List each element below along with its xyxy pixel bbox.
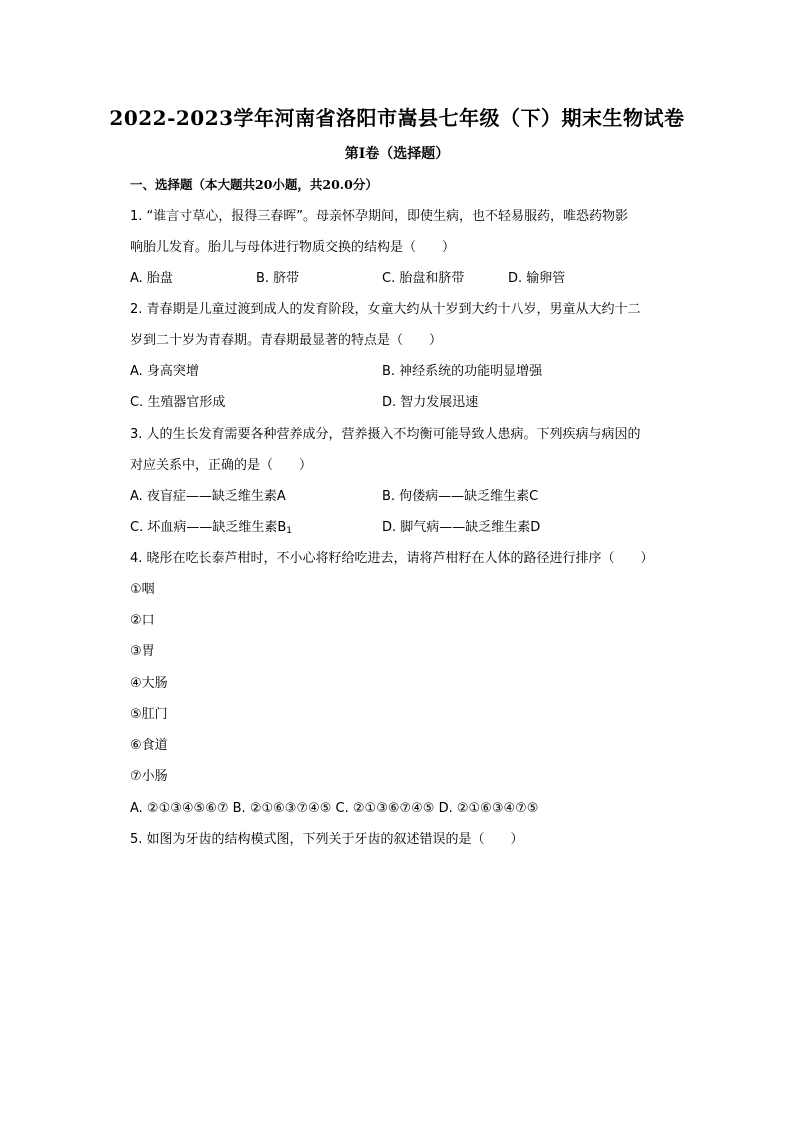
q3-option-a: A. 夜盲症——缺乏维生素A (130, 489, 286, 504)
q2-option-b: B. 神经系统的功能明显增强 (382, 364, 543, 379)
q4-item: ①咽 (130, 582, 155, 597)
q4-item: ⑤肛门 (130, 707, 168, 722)
q4-item: ⑥食道 (130, 738, 168, 753)
q3-stem-line2: 对应关系中，正确的是（ ） (130, 458, 313, 473)
q5-stem-line1: 5. 如图为牙齿的结构模式图，下列关于牙齿的叙述错误的是（ ） (130, 832, 524, 847)
q4-item: ②口 (130, 613, 155, 628)
q1-stem-line1: 1. “谁言寸草心，报得三春晖”。母亲怀孕期间，即使生病，也不轻易服药，唯恐药物影 (130, 209, 629, 224)
q3-option-c-subscript: 1 (286, 526, 292, 536)
q1-option-a: A. 胎盘 (130, 271, 173, 286)
q4-stem-line1: 4. 晓彤在吃长泰芦柑时，不小心将籽给吃进去，请将芦柑籽在人体的路径进行排序（ ） (130, 551, 654, 566)
section-heading: 一、选择题（本大题共20小题，共20.0分） (130, 177, 378, 192)
q2-stem-line2: 岁到二十岁为青春期。青春期最显著的特点是（ ） (130, 333, 443, 348)
q1-option-b: B. 脐带 (256, 271, 300, 286)
q2-option-d: D. 智力发展迅速 (382, 395, 479, 410)
q1-option-c: C. 胎盘和脐带 (382, 271, 465, 286)
q2-stem-line1: 2. 青春期是儿童过渡到成人的发育阶段，女童大约从十岁到大约十八岁，男童从大约十二 (130, 302, 641, 317)
q1-stem-line2: 响胎儿发育。胎儿与母体进行物质交换的结构是（ ） (130, 240, 456, 255)
volume-subtitle: 第I卷（选择题） (344, 146, 450, 162)
q3-option-c-text: C. 坏血病——缺乏维生素B (130, 520, 287, 535)
q2-option-c: C. 生殖器官形成 (130, 395, 226, 410)
q1-option-d: D. 输卵管 (508, 271, 566, 286)
q4-item: ③胃 (130, 644, 155, 659)
q3-stem-line1: 3. 人的生长发育需要各种营养成分，营养摄入不均衡可能导致人患病。下列疾病与病因的 (130, 427, 641, 442)
q4-item: ④大肠 (130, 676, 168, 691)
q3-option-d: D. 脚气病——缺乏维生素D (382, 520, 541, 535)
q4-options: A. ②①③④⑤⑥⑦ B. ②①⑥③⑦④⑤ C. ②①③⑥⑦④⑤ D. ②①⑥③④⑦⑤ (130, 801, 539, 816)
q3-option-b: B. 佝偻病——缺乏维生素C (382, 489, 539, 504)
q4-item: ⑦小肠 (130, 769, 168, 784)
exam-title: 2022-2023学年河南省洛阳市嵩县七年级（下）期末生物试卷 (109, 106, 685, 130)
q2-option-a: A. 身高突增 (130, 364, 199, 379)
q3-option-c (130, 517, 292, 542)
